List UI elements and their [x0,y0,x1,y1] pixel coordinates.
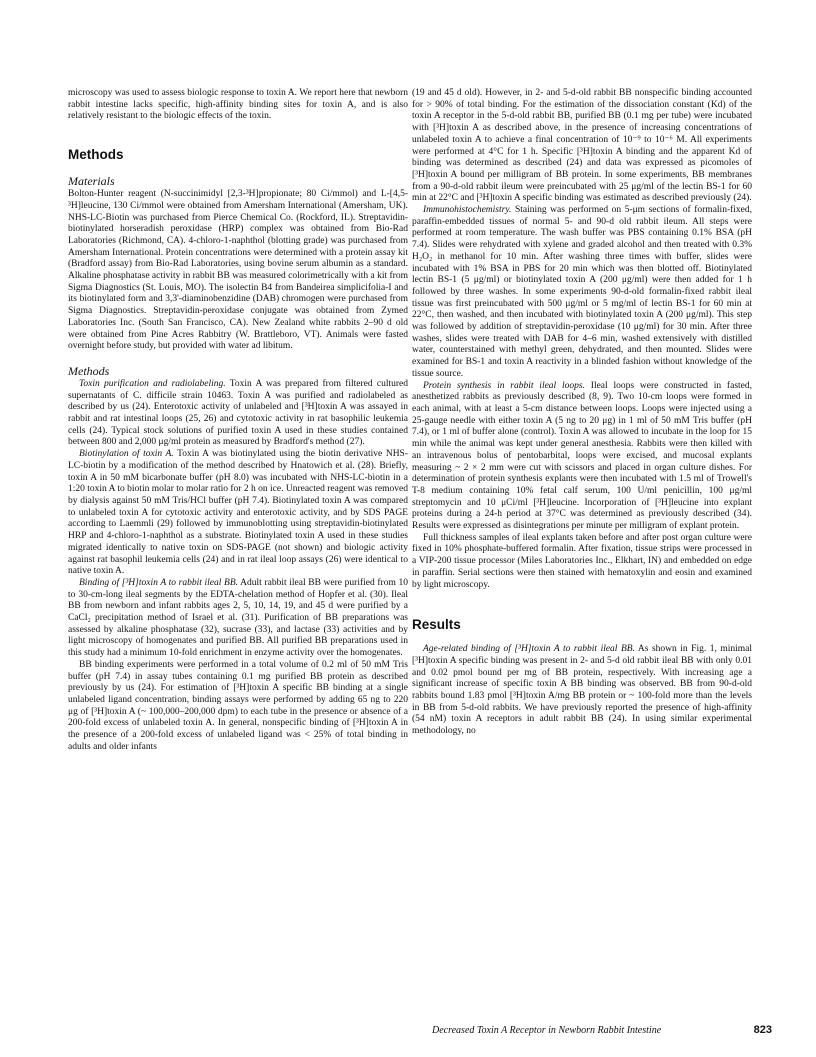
biotinylation-text: Toxin A was biotinylated using the biotin derivative NHS-LC-biotin by a modification of the method described by Hnatowich et al. (28). Briefly, toxin A in 50 mM bicarbonate buffer (pH 8.0) was incubated with NHS-LC-biotin in a 1:20 toxin A to biotin molar to molar ratio for 2 h on ice. Unreacted reagent was removed by dialysis against 50 mM Tris/HCl buffer (pH 7.4). Biotinylated toxin A was compared to unlabeled toxin A for cytotoxic activity and enterotoxic activity, and by SDS PAGE according to Laemmli (29) followed by immunoblotting using streptavidin-biotinylated HRP and 4-chloro-1-naphthol as a substrate. Biotinylated toxin A used in these studies migrated identically to native toxin on SDS-PAGE (not shown) and biologic activity against rat basophil leukemia cells (24) and in rat ileal loop assays (26) were identical to native toxin A. [68,449,408,577]
methods-heading: Methods [68,147,124,163]
methods-subheading: Methods [68,363,110,378]
binding-experiments-paragraph: BB binding experiments were performed in a total volume of 0.2 ml of 50 mM Tris buffer (pH 7.4) in assay tubes containing 0.1 mg purified BB protein as described previously by us (24). For estimation of [³H]toxin A specific BB binding at a single unlabeled ligand concentration, binding assays were performed by adding 65 ng to 220 μg of [³H]toxin A (~ 100,000–200,000 dpm) to each tube in the presence or absence of a 200-fold excess of unlabeled toxin A. In general, nonspecific binding of [³H]toxin A in the presence of a 200-fold excess of unlabeled ligand was < 25% of total binding in adults and older infants [68,659,408,752]
results-heading: Results [412,617,461,633]
protein-synthesis-title: Protein synthesis in rabbit ileal loops. [423,380,585,391]
protein-synthesis-paragraph [412,381,752,533]
binding-title: Binding of [³H]toxin A to rabbit ileal BB. [79,577,239,588]
toxin-purification-title: Toxin purification and radiolabeling. [79,378,226,389]
full-thickness-paragraph: Full thickness samples of ileal explants taken before and after post organ culture were fixed in 10% phosphate-buffered formalin. After fixation, tissue strips were processed in a VIP-200 tissue processor (Miles Laboratories Inc., Elkhart, IN) and embedded on edge in paraffin. Serial sections were then stained with hematoxylin and eosin and examined by light microscopy. [412,532,752,590]
binding-text: Adult rabbit ileal BB were purified from 10 to 30-cm-long ileal segments by the EDTA-chelation method of Hopfer et al. (30). Ileal BB from newborn and infant rabbits ages 2, 5, 10, 14, 19, and 45 d were purified by a CaCl₂ precipitation method of Israel et al. (31). Purification of BB preparations was assessed by alkaline phosphatase (32), sucrase (33), and lactase (33) activities and by light microscopy of homogenates and purified BB. All purified BB preparations used in this study had a minimum 10-fold enrichment in enzyme activity over the homogenates. [68,577,408,659]
intro-paragraph: microscopy was used to assess biologic response to toxin A. We report here that newborn rabbit intestine lacks specific, high-affinity binding sites for toxin A, and is also relatively resistant to the biologic effects of the toxin. [68,88,408,122]
biotinylation-title: Biotinylation of toxin A. [79,449,174,460]
immunohistochemistry-text: Staining was performed on 5-μm sections of formalin-fixed, paraffin-embedded tissues of normal 5- and 90-d old rabbit ileum. All steps were performed at room temperature. The wash buffer was PBS containing 0.1% BSA (pH 7.4). Slides were rehydrated with xylene and graded alcohol and then treated with 0.3% H₂O₂ in methanol for 10 min. After washing three times with buffer, slides were incubated with 1% BSA in PBS for 20 min which was then blotted off. Biotinylated lectin BS-1 (5 μg/ml) or biotinylated toxin A (200 μg/ml) were then added for 1 h followed by three washes. In some experiments 90-d-old formalin-fixed rabbit ileal tissue was first preincubated with 500 μg/ml or 5 mg/ml of lectin BS-1 for 60 min at 22°C, then washed, and then incubated with biotinylated toxin A (200 μg/ml). This step was followed by addition of streptavidin-peroxidase (10 μg/ml) for 30 min. After three washes, slides were treated with DAB for 4–6 min, washed extensively with distilled water, counterstained with methyl green, dehydrated, and then mounted. Slides were examined for BS-1 and toxin A reactivity in a blinded fashion without knowledge of the tissue source. [412,205,753,379]
binding-paragraph [68,578,408,660]
age-binding-paragraph [412,644,752,738]
continued-paragraph: (19 and 45 d old). However, in 2- and 5-d-old rabbit BB nonspecific binding accounted for > 90% of total binding. For the estimation of the dissociation constant (Kd) of the toxin A receptor in the 5-d-old rabbit BB, purified BB (0.1 mg per tube) were incubated with [³H]toxin A as described above, in the presence of increasing concentrations of unlabeled toxin A to achieve a final concentration of 10⁻⁹ to 10⁻⁶ M. All experiments were performed at 4°C for 1 h. Specific [³H]toxin A binding and the apparent Kd of binding was determined as described (24) and data was expressed as picomoles of [³H]toxin A bound per milligram of BB protein. In some experiments, BB membranes from a 90-d-old rabbit ileum were preincubated with 25 μg/ml of the lectin BS-1 for 60 min at 22°C and [³H]toxin A specific binding was estimated as described previously (24). [412,88,752,204]
immunohistochemistry-paragraph [412,205,752,381]
immunohistochemistry-title: Immunohistochemistry. [423,205,512,216]
materials-heading: Materials [68,174,115,189]
left-column [68,88,408,753]
page-number: 823 [753,1024,772,1036]
toxin-purification-paragraph [68,379,408,449]
age-binding-title: Age-related binding of [³H]toxin A to rabbit ileal BB. [423,644,635,655]
materials-paragraph: Bolton-Hunter reagent (N-succinimidyl [2,3-³H]propionate; 80 Ci/mmol) and L-[4,5-³H]leucine, 130 Ci/mmol were obtained from Amersham International (Amersham, UK). NHS-LC-Biotin was purchased from Pierce Chemical Co. (Rockford, IL). Streptavidin-biotinylated horseradish peroxidase (HRP) complex was obtained from Bio-Rad Laboratories (Richmond, CA). 4-chloro-1-naphthol (blotting grade) was purchased from Amersham International. Protein concentrations were determined with a protein assay kit (Bradford assay) from Bio-Rad Laboratories, using bovine serum albumin as a standard. Alkaline phosphatase activity in rabbit BB was measured colorimetrically with a kit from Sigma Diagnostics (St. Louis, MO). The isolectin B4 from Bandeirea simplicifolia-I and its biotinylated form and 3,3'-diaminobenzidine (DAB) chromogen were purchased from Sigma Diagnostics. Streptavidin-peroxidase conjugate was obtained from Zymed Laboratories Inc. (South San Francisco, CA). New Zealand white rabbits 2–90 d old were obtained from Pine Acres Rabbitry (W. Brattleboro, VT). Animals were fasted overnight before study, but provided with water ad libitum. [68,189,408,352]
age-binding-text: As shown in Fig. 1, minimal [³H]toxin A specific binding was present in 2- and 5-d old rabbit ileal BB with only 0.01 and 0.02 pmol bound per mg of BB protein, respectively. With increasing age a significant increase of specific toxin A BB binding was observed. BB from 90-d-old rabbits bound 1.83 pmol [³H]toxin A/mg BB protein or ~ 100-fold more than the levels in BB from 5-d-old rabbits. We have previously reported the presence of high-affinity (54 nM) toxin A receptors in adult rabbit BB (24). In using similar experimental methodology, no [412,644,753,737]
toxin-purification-text: Toxin A was prepared from filtered cultured supernatants of C. difficile strain 10463. Toxin A was purified and radiolabeled as described by us (24). Enterotoxic activity of unlabeled and [³H]toxin A was assayed in rabbit and rat intestinal loops (25, 26) and cytotoxic activity in rat basophilic leukemia cells (24). Typical stock solutions of purified toxin A used in these studies contained between 800 and 2,000 μg/ml protein as measured by Bradford's method (27). [68,378,408,448]
biotinylation-paragraph [68,449,408,578]
right-column [412,88,752,738]
page-footer [432,1025,772,1036]
protein-synthesis-text: Ileal loops were constructed in fasted, anesthetized rabbits as previously described (8, 9). Two 10-cm loops were formed in each animal, with at least a 5-cm distance between loops. Loops were injected using a 25-gauge needle with either toxin A (5 ng to 20 μg) in 1 ml of 50 mM Tris buffer (pH 7.4), or 1 ml of buffer alone (control). Toxin A was allowed to incubate in the loop for 15 min while the animal was kept under general anesthesia. Rabbits were then killed with an intravenous bolus of pentobarbital, loops were excised, and mucosal explants measuring ~ 2 × 2 mm were cut with scissors and placed in organ culture dishes. For determination of protein synthesis explants were then incubated with 1.5 ml of Trowell's T-8 medium containing 10% fetal calf serum, 100 U/ml penicillin, 100 μg/ml streptomycin and 10 μCi/ml [³H]leucine. Incorporation of [³H]leucine into explant proteins during a 24-h period at 37°C was determined as previously described (34). Results were expressed as disintegrations per minute per milligram of explant protein. [412,380,752,532]
running-title: Decreased Toxin A Receptor in Newborn Rabbit Intestine [432,1025,662,1036]
